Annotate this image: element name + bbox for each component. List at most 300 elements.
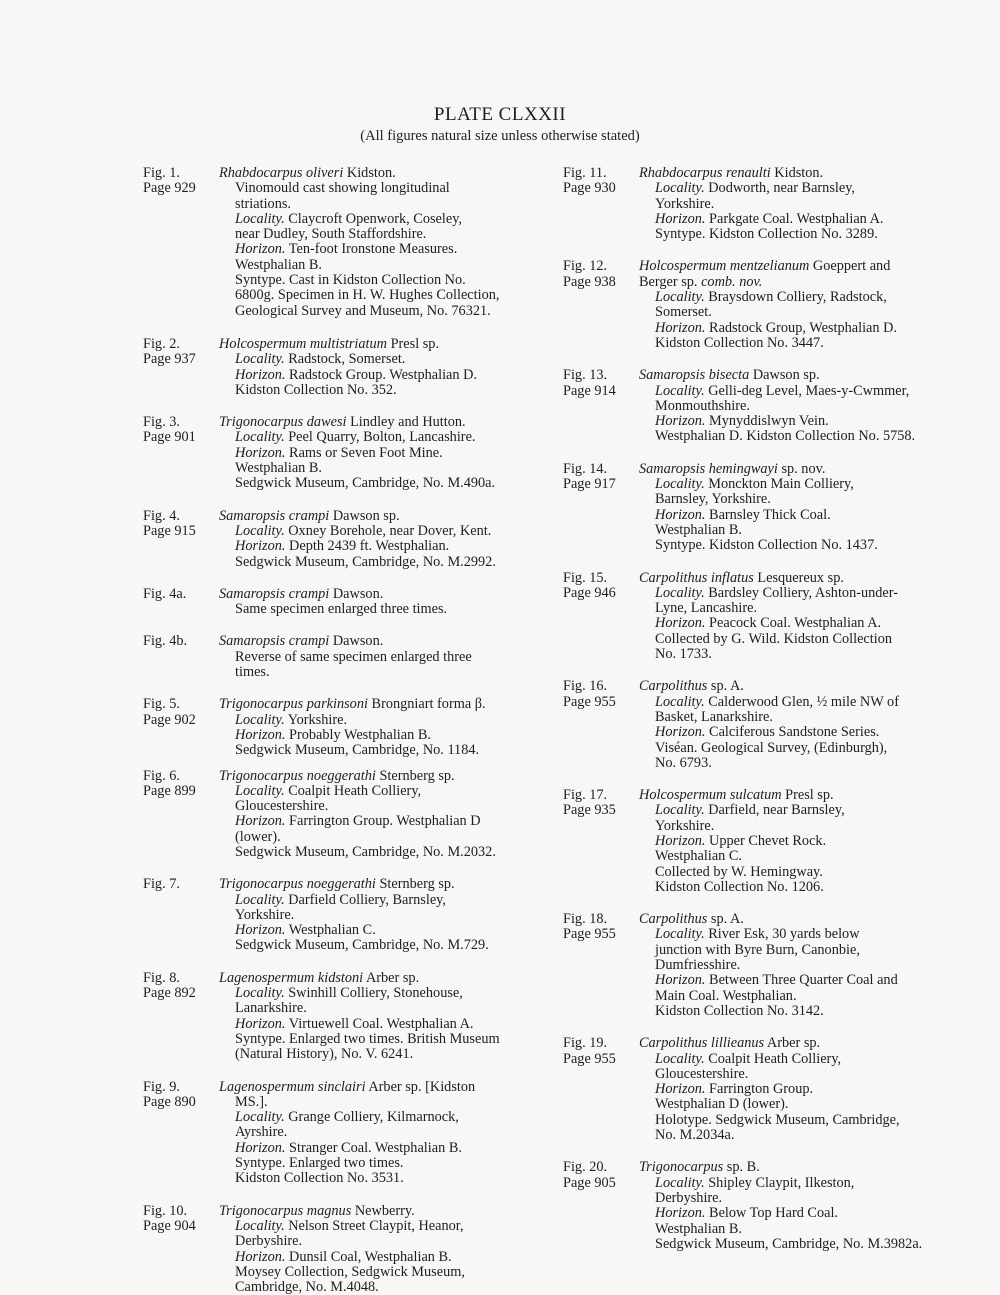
description-line [219, 288, 548, 303]
line-text: Stranger Coal. Westphalian B. [285, 1139, 462, 1156]
line-text: Monckton Main Colliery, [704, 476, 854, 493]
species-author: Sternberg sp. [375, 767, 455, 784]
species-author: Arber sp. [Kidston [365, 1078, 476, 1095]
figure-label [143, 587, 219, 602]
description-line [219, 1047, 548, 1062]
species-line [639, 788, 963, 803]
figure-label [143, 166, 219, 197]
figure-description [639, 912, 963, 1019]
field-key: Horizon. [235, 366, 286, 383]
page-reference: Page 915 [143, 522, 196, 539]
species-author: Dawson sp. [329, 507, 400, 524]
species-author: Kidston. [343, 165, 396, 181]
line-text: Geological Survey and Museum, No. 76321. [235, 302, 491, 319]
description-line [639, 212, 963, 227]
species-line [219, 587, 548, 602]
field-key: Horizon. [655, 724, 706, 741]
species-name: Samaropsis crampi [219, 507, 330, 524]
species-name: Trigonocarpus noeggerathi [219, 876, 376, 893]
line-text: Calderwood Glen, ½ mile NW of [704, 693, 899, 710]
line-text: Depth 2439 ft. Westphalian. [285, 538, 450, 555]
line-text: Derbyshire. [655, 1189, 723, 1206]
figure-description [219, 697, 548, 758]
line-text: Westphalian B. [235, 460, 322, 477]
figure-description [219, 166, 548, 319]
description-line [639, 1082, 963, 1097]
figure-description [219, 1080, 548, 1187]
description-line [219, 212, 548, 227]
line-text: Moysey Collection, Sedgwick Museum, [235, 1263, 465, 1280]
description-line [639, 538, 963, 553]
line-text: 6800g. Specimen in H. W. Hughes Collection, [235, 287, 500, 304]
species-name: Trigonocarpus parkinsoni [219, 696, 368, 713]
description-line [639, 616, 963, 631]
line-text: Darfield, near Barnsley, [704, 802, 845, 819]
line-text: Main Coal. Westphalian. [655, 987, 797, 1004]
figure-label [563, 679, 639, 710]
description-line [639, 275, 963, 290]
description-line [639, 1052, 963, 1067]
figure-description [219, 509, 548, 570]
line-text: Yorkshire. [655, 195, 715, 212]
line-text: Ten-foot Ironstone Measures. [285, 241, 458, 258]
description-line [219, 1032, 548, 1047]
field-key: Locality. [655, 693, 705, 710]
field-key: Horizon. [235, 813, 286, 830]
species-author: Dawson sp. [749, 367, 820, 384]
figure-number: Fig. 16. [563, 678, 608, 695]
line-text: Coalpit Heath Colliery, [704, 1050, 842, 1067]
page-reference: Page 902 [143, 711, 196, 728]
line-text: Westphalian B. [655, 1220, 742, 1237]
species-author: Presl sp. [387, 335, 440, 352]
description-line [639, 834, 963, 849]
figure-description [639, 368, 963, 444]
line-text: Basket, Lanarkshire. [655, 708, 773, 725]
line-text: Collected by W. Hemingway. [655, 863, 823, 880]
figure-label [563, 571, 639, 602]
line-text: Lanarkshire. [235, 1000, 307, 1017]
description-line [219, 352, 548, 367]
description-line [219, 1280, 548, 1295]
species-line [219, 1204, 548, 1219]
figure-label [563, 1036, 639, 1067]
figure-description [219, 634, 548, 680]
line-text: Braysdown Colliery, Radstock, [704, 289, 887, 306]
line-text: Rams or Seven Foot Mine. [285, 444, 443, 461]
page-reference: Page 955 [563, 926, 616, 943]
line-text: Radstock Group, Westphalian D. [705, 319, 898, 336]
line-text: Barnsley, Yorkshire. [655, 491, 771, 508]
field-key: Locality. [655, 802, 705, 819]
field-key: Horizon. [655, 832, 706, 849]
description-line [639, 1191, 963, 1206]
figure-description [639, 1036, 963, 1143]
description-line [639, 601, 963, 616]
description-line [639, 756, 963, 771]
species-line [219, 634, 548, 649]
species-line [219, 971, 548, 986]
description-line [639, 1113, 963, 1128]
line-text: Vinomould cast showing longitudinal [235, 180, 450, 197]
description-line [219, 1017, 548, 1032]
page-reference: Page 935 [563, 802, 616, 819]
species-author: Dawson. [329, 585, 384, 602]
line-text: Kidston Collection No. 352. [235, 381, 397, 398]
species-line [639, 1160, 963, 1175]
description-line [639, 647, 963, 662]
field-key: Locality. [235, 351, 285, 368]
line-text: Radstock, Somerset. [284, 351, 406, 368]
figure-label [143, 877, 219, 892]
line-text: Same specimen enlarged three times. [235, 601, 448, 618]
line-text: Gloucestershire. [655, 1065, 749, 1082]
species-name: Trigonocarpus dawesi [219, 414, 347, 431]
description-line [639, 958, 963, 973]
description-line [639, 803, 963, 818]
description-line [219, 197, 548, 212]
figure-entry [563, 462, 963, 554]
description-line [219, 1141, 548, 1156]
figure-description [639, 788, 963, 895]
species-author: Dawson. [329, 633, 384, 650]
species-name: Trigonocarpus noeggerathi [219, 767, 376, 784]
figure-number: Fig. 10. [143, 1202, 188, 1219]
figure-number: Fig. 19. [563, 1035, 608, 1052]
description-line [639, 927, 963, 942]
field-key: Locality. [235, 210, 285, 227]
line-text: Peel Quarry, Bolton, Lancashire. [284, 429, 476, 446]
description-line [219, 1234, 548, 1249]
field-key: Locality. [235, 522, 285, 539]
field-key: Locality. [235, 1217, 285, 1234]
figure-label [563, 259, 639, 290]
description-line [219, 665, 548, 680]
line-text: Oxney Borehole, near Dover, Kent. [284, 522, 492, 539]
line-text: No. M.2034a. [655, 1127, 735, 1144]
line-text: Dumfriesshire. [655, 957, 741, 974]
line-text: Westphalian D (lower). [655, 1096, 789, 1113]
figure-label [143, 971, 219, 1002]
line-text: (lower). [235, 828, 281, 845]
description-line [639, 414, 963, 429]
figure-label [563, 462, 639, 493]
description-line [219, 555, 548, 570]
description-line [639, 943, 963, 958]
description-line [219, 383, 548, 398]
line-text: Sedgwick Museum, Cambridge, No. M.729. [235, 937, 489, 954]
description-line [639, 321, 963, 336]
field-key: Horizon. [655, 413, 706, 430]
species-author: sp. B. [723, 1159, 760, 1176]
figure-entry [143, 877, 548, 953]
description-line [639, 1222, 963, 1237]
figure-description [219, 971, 548, 1063]
description-line [219, 893, 548, 908]
left-column [143, 166, 548, 1295]
page-reference: Page 955 [563, 693, 616, 710]
field-key: Locality. [655, 382, 705, 399]
species-line [219, 337, 548, 352]
figure-number: Fig. 3. [143, 414, 180, 431]
description-line [639, 1067, 963, 1082]
field-key: Locality. [655, 1174, 705, 1191]
figure-entry [143, 166, 548, 319]
line-text: Sedgwick Museum, Cambridge, No. M.2032. [235, 843, 496, 860]
species-name: Trigonocarpus magnus [219, 1202, 352, 1219]
species-author: Arber sp. [764, 1035, 821, 1052]
description-line [219, 1001, 548, 1016]
plate-subtitle: (All figures natural size unless otherwise stated) [360, 128, 640, 144]
line-text: near Dudley, South Staffordshire. [235, 226, 427, 243]
figure-entry [563, 679, 963, 771]
line-text: Below Top Hard Coal. [705, 1205, 839, 1222]
field-key: Locality. [235, 891, 285, 908]
right-column [563, 166, 963, 1252]
species-name: Rhabdocarpus oliveri [219, 165, 344, 181]
page-reference: Page 892 [143, 985, 196, 1002]
line-text: Ayrshire. [235, 1124, 288, 1141]
line-text: Syntype. Cast in Kidston Collection No. [235, 272, 466, 289]
page-reference: Page 930 [563, 180, 616, 197]
figure-number: Fig. 4a. [143, 585, 187, 602]
figure-number: Fig. 11. [563, 165, 607, 181]
description-line [639, 880, 963, 895]
line-text: Radstock Group. Westphalian D. [285, 366, 478, 383]
page-reference: Page 904 [143, 1217, 196, 1234]
figure-number: Fig. 2. [143, 335, 180, 352]
species-line [639, 571, 963, 586]
species-name: Samaropsis bisecta [639, 367, 750, 384]
description-line [639, 819, 963, 834]
line-text: Westphalian D. Kidston Collection No. 5758. [655, 428, 916, 445]
species-author: Goeppert and [809, 258, 891, 275]
figure-description [639, 1160, 963, 1252]
description-line [639, 989, 963, 1004]
figure-entry [143, 509, 548, 570]
line-text: Collected by G. Wild. Kidston Collection [655, 630, 893, 647]
field-key: Locality. [235, 711, 285, 728]
description-line [219, 524, 548, 539]
line-text: Calciferous Sandstone Series. [705, 724, 880, 741]
description-line [639, 492, 963, 507]
species-name: Samaropsis crampi [219, 585, 330, 602]
line-text: Gelli-deg Level, Maes-y-Cwmmer, [704, 382, 910, 399]
figure-label [143, 634, 219, 649]
figure-number: Fig. 15. [563, 569, 608, 586]
figure-number: Fig. 8. [143, 969, 180, 986]
description-line [639, 227, 963, 242]
line-text: Kidston Collection No. 3447. [655, 334, 824, 351]
figure-label [143, 337, 219, 368]
page-reference: Page 890 [143, 1093, 196, 1110]
description-line [639, 973, 963, 988]
description-line [639, 336, 963, 351]
description-line [219, 446, 548, 461]
page-reference: Page 955 [563, 1050, 616, 1067]
line-text: Dunsil Coal, Westphalian B. [285, 1248, 452, 1265]
description-line [639, 290, 963, 305]
field-key: Locality. [655, 476, 705, 493]
field-key: Horizon. [235, 1015, 286, 1032]
line-text: Between Three Quarter Coal and [705, 972, 898, 989]
species-line [639, 462, 963, 477]
description-line [639, 197, 963, 212]
description-line [219, 1095, 548, 1110]
figure-number: Fig. 4b. [143, 633, 188, 650]
line-text: Sedgwick Museum, Cambridge, No. M.3982a. [655, 1235, 923, 1252]
field-key: Horizon. [655, 319, 706, 336]
description-line [639, 849, 963, 864]
figure-entry [143, 697, 548, 758]
line-text: Syntype. Kidston Collection No. 1437. [655, 537, 878, 554]
description-line [219, 227, 548, 242]
line-text: Cambridge, No. M.4048. [235, 1279, 379, 1295]
line-text: Kidston Collection No. 1206. [655, 878, 824, 895]
species-name: Samaropsis crampi [219, 633, 330, 650]
description-line [219, 1171, 548, 1186]
line-text: Westphalian C. [285, 922, 376, 939]
description-line [219, 908, 548, 923]
line-text: Coalpit Heath Colliery, [284, 782, 422, 799]
description-line [639, 305, 963, 320]
figure-label [143, 1204, 219, 1235]
line-text: (Natural History), No. V. 6241. [235, 1046, 414, 1063]
figure-label [563, 1160, 639, 1191]
field-key: Horizon. [655, 506, 706, 523]
field-key: Horizon. [235, 1139, 286, 1156]
field-key: Horizon. [235, 444, 286, 461]
field-key: Locality. [655, 289, 705, 306]
description-line [219, 1110, 548, 1125]
species-line [219, 415, 548, 430]
line-text: Westphalian B. [655, 521, 742, 538]
description-line [219, 539, 548, 554]
species-author: Arber sp. [363, 969, 420, 986]
description-line [219, 1265, 548, 1280]
figure-entry [563, 1160, 963, 1252]
line-text: Derbyshire. [235, 1233, 303, 1250]
figure-number: Fig. 6. [143, 767, 180, 784]
page-reference: Page 929 [143, 180, 196, 197]
description-line [639, 477, 963, 492]
figure-description [219, 415, 548, 491]
line-text: Syntype. Kidston Collection No. 3289. [655, 226, 878, 243]
description-line [219, 713, 548, 728]
line-text: Viséan. Geological Survey, (Edinburgh), [655, 739, 888, 756]
description-line [219, 845, 548, 860]
figure-number: Fig. 14. [563, 460, 608, 477]
description-line [219, 830, 548, 845]
description-line [639, 1206, 963, 1221]
species-name: Rhabdocarpus renaulti [639, 165, 771, 181]
line-text: Virtuewell Coal. Westphalian A. [285, 1015, 474, 1032]
line-text: Nelson Street Claypit, Heanor, [284, 1217, 464, 1234]
description-line [639, 181, 963, 196]
page-reference: Page 901 [143, 429, 196, 446]
line-text: junction with Byre Burn, Canonbie, [655, 941, 860, 958]
species-name: Holcospermum sulcatum [639, 787, 782, 804]
figure-entry [143, 971, 548, 1063]
field-key: Locality. [655, 1050, 705, 1067]
field-key: Locality. [235, 782, 285, 799]
line-text: Monmouthshire. [655, 397, 750, 414]
line-text: Sedgwick Museum, Cambridge, No. M.2992. [235, 553, 496, 570]
species-name: Holcospermum multistriatum [219, 335, 387, 352]
figure-entry [143, 1080, 548, 1187]
description-line [639, 508, 963, 523]
figure-number: Fig. 13. [563, 367, 608, 384]
line-text: Probably Westphalian B. [285, 726, 431, 743]
description-line [639, 399, 963, 414]
line-text: Swinhill Colliery, Stonehouse, [284, 985, 463, 1002]
description-line [219, 242, 548, 257]
species-author: sp. nov. [777, 460, 826, 477]
description-line [639, 1237, 963, 1252]
description-line [639, 1176, 963, 1191]
species-author: Sternberg sp. [375, 876, 455, 893]
line-text: Parkgate Coal. Westphalian A. [705, 210, 884, 227]
description-line [219, 368, 548, 383]
species-author: Kidston. [770, 165, 824, 181]
line-text: Peacock Coal. Westphalian A. [705, 615, 882, 632]
figure-number: Fig. 17. [563, 787, 608, 804]
species-line [219, 1080, 548, 1095]
description-line [639, 710, 963, 725]
species-name: Carpolithus lillieanus [639, 1035, 765, 1052]
description-line [639, 1128, 963, 1143]
description-line [219, 728, 548, 743]
species-author: Presl sp. [781, 787, 834, 804]
description-line [219, 602, 548, 617]
figure-description [219, 337, 548, 398]
line-text: Dodworth, near Barnsley, [704, 180, 855, 197]
line-text: No. 1733. [655, 646, 712, 663]
line-text: Berger sp. [639, 273, 702, 290]
description-line [219, 181, 548, 196]
line-text: Sedgwick Museum, Cambridge, No. 1184. [235, 742, 480, 759]
figure-number: Fig. 9. [143, 1078, 180, 1095]
species-author: sp. A. [707, 911, 744, 928]
field-key: Horizon. [655, 972, 706, 989]
description-line [639, 695, 963, 710]
line-text: Claycroft Openwork, Coseley, [284, 210, 462, 227]
description-line [219, 1219, 548, 1234]
figure-entry [563, 788, 963, 895]
figure-description [639, 462, 963, 554]
species-author: sp. A. [707, 678, 744, 695]
species-line [639, 368, 963, 383]
species-name: Samaropsis hemingwayi [639, 460, 778, 477]
figure-entry [563, 1036, 963, 1143]
figure-number: Fig. 4. [143, 507, 180, 524]
description-line [219, 476, 548, 491]
line-text: Syntype. Enlarged two times. [235, 1155, 404, 1172]
description-line [219, 743, 548, 758]
line-text: Shipley Claypit, Ilkeston, [704, 1174, 855, 1191]
line-text: No. 6793. [655, 754, 712, 771]
species-line [639, 166, 963, 181]
page-reference: Page 937 [143, 351, 196, 368]
description-line [219, 923, 548, 938]
figure-label [563, 912, 639, 943]
figure-number: Fig. 7. [143, 876, 180, 893]
figure-entry [143, 587, 548, 618]
figure-description [219, 1204, 548, 1295]
species-author: Brongniart forma β. [367, 696, 486, 713]
line-text: Farrington Group. Westphalian D [285, 813, 481, 830]
line-text: MS.]. [235, 1093, 268, 1110]
